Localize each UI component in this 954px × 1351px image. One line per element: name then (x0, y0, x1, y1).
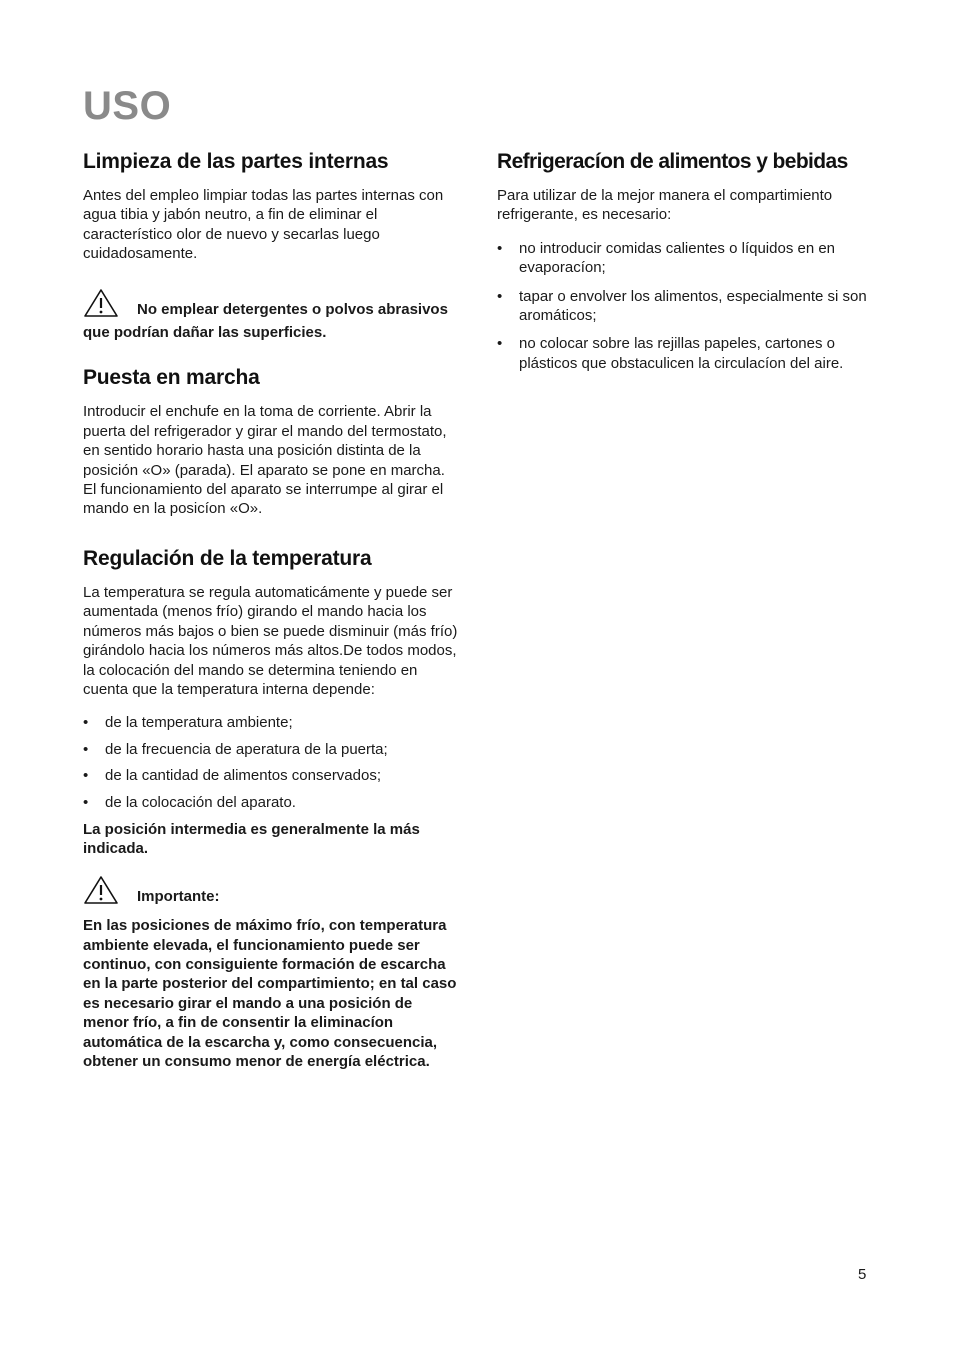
warning-text-detergentes: No emplear detergentes o polvos abrasivos que podrían dañar las superficies. (83, 300, 448, 342)
bullet: • (83, 793, 89, 811)
list-refrigeracion (497, 239, 877, 373)
heading-limpieza: Limpieza de las partes internas (83, 150, 389, 173)
warning-text-importante: En las posiciones de máximo frío, con temperatura ambiente elevada, el funcionamiento puede ser continuo, con consiguiente formación de escarcha en la parte posterior del compartimiento; en tal caso es necesario girar el mando a una posición de menor frío, a fin de consentir la eliminacíon automática de la escarcha y, como consecuencia, obtener un consumo menor de energía eléctrica. (83, 917, 457, 1070)
section-regulacion (83, 547, 461, 859)
body-refrigeracion: Para utilizar de la mejor manera el compartimiento refrigerante, es necesario: (497, 187, 833, 224)
section-puesta (83, 366, 461, 518)
note-posicion-intermedia: La posición intermedia es generalmente la más indicada. (83, 820, 420, 858)
body-puesta-1: Introducir el enchufe en la toma de corriente. Abrir la puerta del refrigerador y girar el mando del termostato, en sentido horario hasta una posición distinta de la posición «O» (parada). El aparato se pone en marcha. (83, 403, 447, 479)
section-limpieza (83, 150, 461, 264)
left-column (83, 150, 461, 1071)
body-limpieza: Antes del empleo limpiar todas las partes internas con agua tibia y jabón neutro, a fin de eliminar el característico olor de nuevo y secarlas luego cuidadosamente. (83, 187, 444, 263)
heading-refrigeracion: Refrigeracíon de alimentos y bebidas (497, 150, 848, 173)
page-number: 5 (858, 1266, 867, 1283)
warning-triangle-icon (83, 288, 119, 323)
list-item: • no colocar sobre las rejillas papeles, cartones o plásticos que obstaculicen la circulacíon del aire. (497, 335, 844, 372)
list-item: • de la frecuencia de aperatura de la puerta; (83, 740, 388, 758)
body-regulacion: La temperatura se regula automaticámente y puede ser aumentada (menos frío) girando el mando hacia los números más bajos o bien se puede disminuir (más frío) girándolo hacia los números más altos.De todos modos, la colocación del mando se determina teniendo en cuenta que la temperatura interna depende: (83, 583, 458, 698)
list-item: • de la temperatura ambiente; (83, 714, 293, 732)
list-regulacion (83, 713, 461, 812)
bullet: • (497, 335, 503, 353)
list-item: • tapar o envolver los alimentos, especialmente si son aromáticos; (497, 287, 867, 325)
heading-puesta: Puesta en marcha (83, 366, 260, 390)
bullet: • (83, 740, 89, 758)
section-refrigeracion (497, 150, 877, 373)
list-item: • no introducir comidas calientes o líquidos en en evaporacíon; (497, 239, 836, 277)
right-column (497, 150, 877, 397)
warning-label-importante: Importante: (137, 887, 220, 905)
bullet: • (497, 239, 503, 257)
list-item: • de la colocación del aparato. (83, 793, 296, 811)
list-item: • de la cantidad de alimentos conservados; (83, 767, 382, 785)
warning-importante (83, 875, 461, 1072)
warning-detergentes (83, 288, 461, 343)
body-puesta-2: El funcionamiento del aparato se interrumpe al girar el mando en la posicíon «O». (83, 481, 444, 518)
bullet: • (83, 767, 89, 785)
heading-regulacion: Regulación de la temperatura (83, 546, 372, 570)
bullet: • (83, 714, 89, 732)
bullet: • (497, 287, 503, 305)
page-title: USO (83, 84, 172, 128)
warning-triangle-icon (83, 875, 119, 910)
